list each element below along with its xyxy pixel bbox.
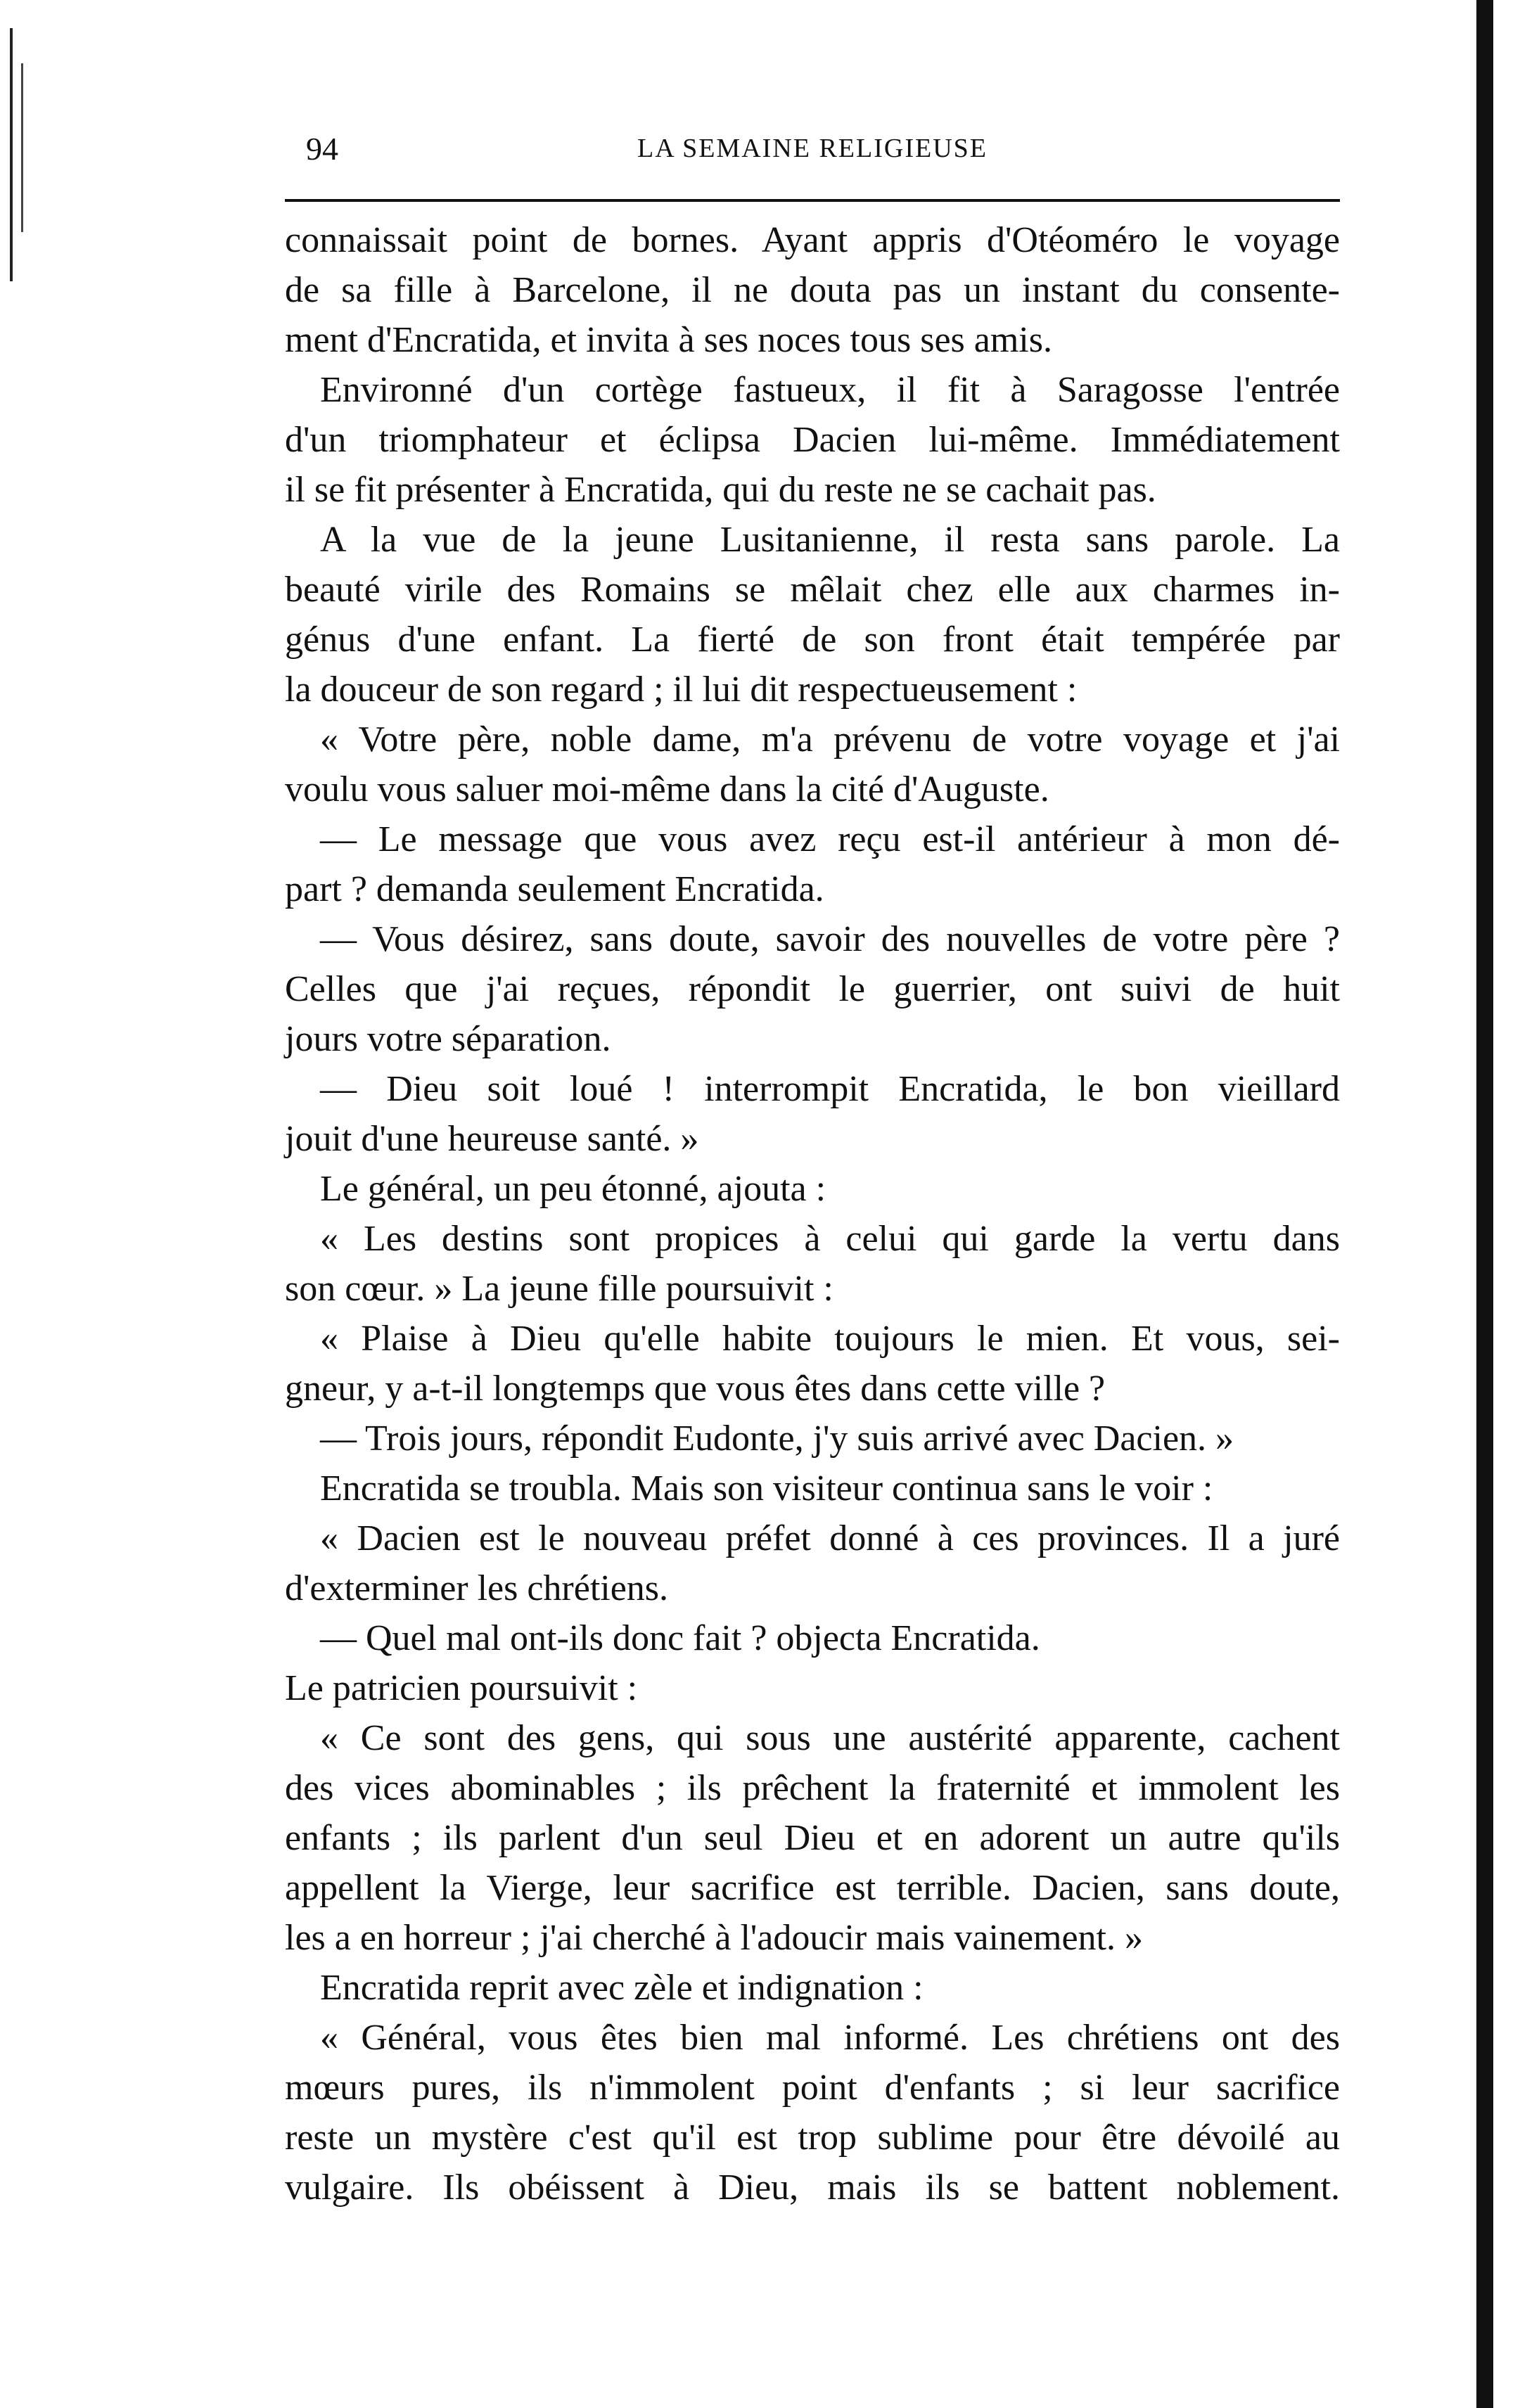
- text-line: jouit d'une heureuse santé. »: [285, 1119, 699, 1159]
- text-line: jours votre séparation.: [285, 1019, 611, 1059]
- text-line: — Le message que vous avez reçu est-il antérieur à mon dé-: [320, 819, 1340, 859]
- text-line: Le patricien poursuivit :: [285, 1668, 638, 1708]
- text-line: « Les destins sont propices à celui qui garde la vertu dans: [320, 1219, 1340, 1259]
- text-line: « Votre père, noble dame, m'a prévenu de votre voyage et j'ai: [320, 719, 1340, 760]
- text-line: gneur, y a-t-il longtemps que vous êtes dans cette ville ?: [285, 1369, 1106, 1409]
- text-line: Environné d'un cortège fastueux, il fit à Saragosse l'entrée: [320, 370, 1340, 410]
- text-line: Encratida reprit avec zèle et indignation :: [320, 1968, 924, 2008]
- running-title: LA SEMAINE RELIGIEUSE: [637, 134, 988, 163]
- text-line: reste un mystère c'est qu'il est trop sublime pour être dévoilé au: [285, 2118, 1340, 2158]
- text-line: voulu vous saluer moi-même dans la cité d'Auguste.: [285, 769, 1049, 809]
- text-line: il se fit présenter à Encratida, qui du reste ne se cachait pas.: [285, 470, 1156, 510]
- text-line: les a en horreur ; j'ai cherché à l'adoucir mais vainement. »: [285, 1918, 1143, 1958]
- header-rule: [285, 199, 1340, 202]
- scan-edge-left-secondary: [21, 63, 23, 232]
- text-line: A la vue de la jeune Lusitanienne, il resta sans parole. La: [320, 520, 1340, 560]
- text-line: « Général, vous êtes bien mal informé. Les chrétiens ont des: [320, 2018, 1340, 2058]
- page-header: [285, 130, 1340, 186]
- text-line: ment d'Encratida, et invita à ses noces tous ses amis.: [285, 320, 1052, 360]
- text-line: génus d'une enfant. La fierté de son front était tempérée par: [285, 620, 1340, 660]
- scan-edge-right: [1476, 0, 1493, 2408]
- text-line: Celles que j'ai reçues, répondit le guerrier, ont suivi de huit: [285, 969, 1340, 1009]
- text-line: Le général, un peu étonné, ajouta :: [320, 1169, 826, 1209]
- body-text: [285, 215, 1340, 2212]
- text-line: d'un triomphateur et éclipsa Dacien lui-même. Immédiatement: [285, 420, 1340, 460]
- text-line: d'exterminer les chrétiens.: [285, 1568, 669, 1608]
- text-line: « Ce sont des gens, qui sous une austérité apparente, cachent: [320, 1718, 1340, 1758]
- text-line: — Dieu soit loué ! interrompit Encratida, le bon vieillard: [320, 1069, 1340, 1109]
- text-line: la douceur de son regard ; il lui dit respectueusement :: [285, 670, 1078, 710]
- text-line: son cœur. » La jeune fille poursuivit :: [285, 1269, 834, 1309]
- text-line: enfants ; ils parlent d'un seul Dieu et en adorent un autre qu'ils: [285, 1818, 1340, 1858]
- scan-edge-left: [10, 28, 13, 281]
- page-number: 94: [306, 131, 338, 167]
- text-line: beauté virile des Romains se mêlait chez elle aux charmes in-: [285, 570, 1340, 610]
- text-line: Encratida se troubla. Mais son visiteur continua sans le voir :: [320, 1468, 1213, 1509]
- text-line: des vices abominables ; ils prêchent la fraternité et immolent les: [285, 1768, 1340, 1808]
- text-line: « Plaise à Dieu qu'elle habite toujours le mien. Et vous, sei-: [320, 1319, 1340, 1359]
- text-line: mœurs pures, ils n'immolent point d'enfants ; si leur sacrifice: [285, 2068, 1340, 2108]
- text-line: appellent la Vierge, leur sacrifice est terrible. Dacien, sans doute,: [285, 1868, 1340, 1908]
- text-line: — Quel mal ont-ils donc fait ? objecta Encratida.: [320, 1618, 1040, 1658]
- text-line: « Dacien est le nouveau préfet donné à ces provinces. Il a juré: [320, 1518, 1340, 1558]
- text-line: de sa fille à Barcelone, il ne douta pas un instant du consente-: [285, 270, 1340, 310]
- text-line: — Vous désirez, sans doute, savoir des nouvelles de votre père ?: [320, 919, 1340, 959]
- text-line: vulgaire. Ils obéissent à Dieu, mais ils se battent noblement.: [285, 2167, 1340, 2208]
- text-line: connaissait point de bornes. Ayant appris d'Otéoméro le voyage: [285, 220, 1340, 260]
- text-line: — Trois jours, répondit Eudonte, j'y suis arrivé avec Dacien. »: [320, 1418, 1234, 1459]
- text-line: part ? demanda seulement Encratida.: [285, 869, 824, 909]
